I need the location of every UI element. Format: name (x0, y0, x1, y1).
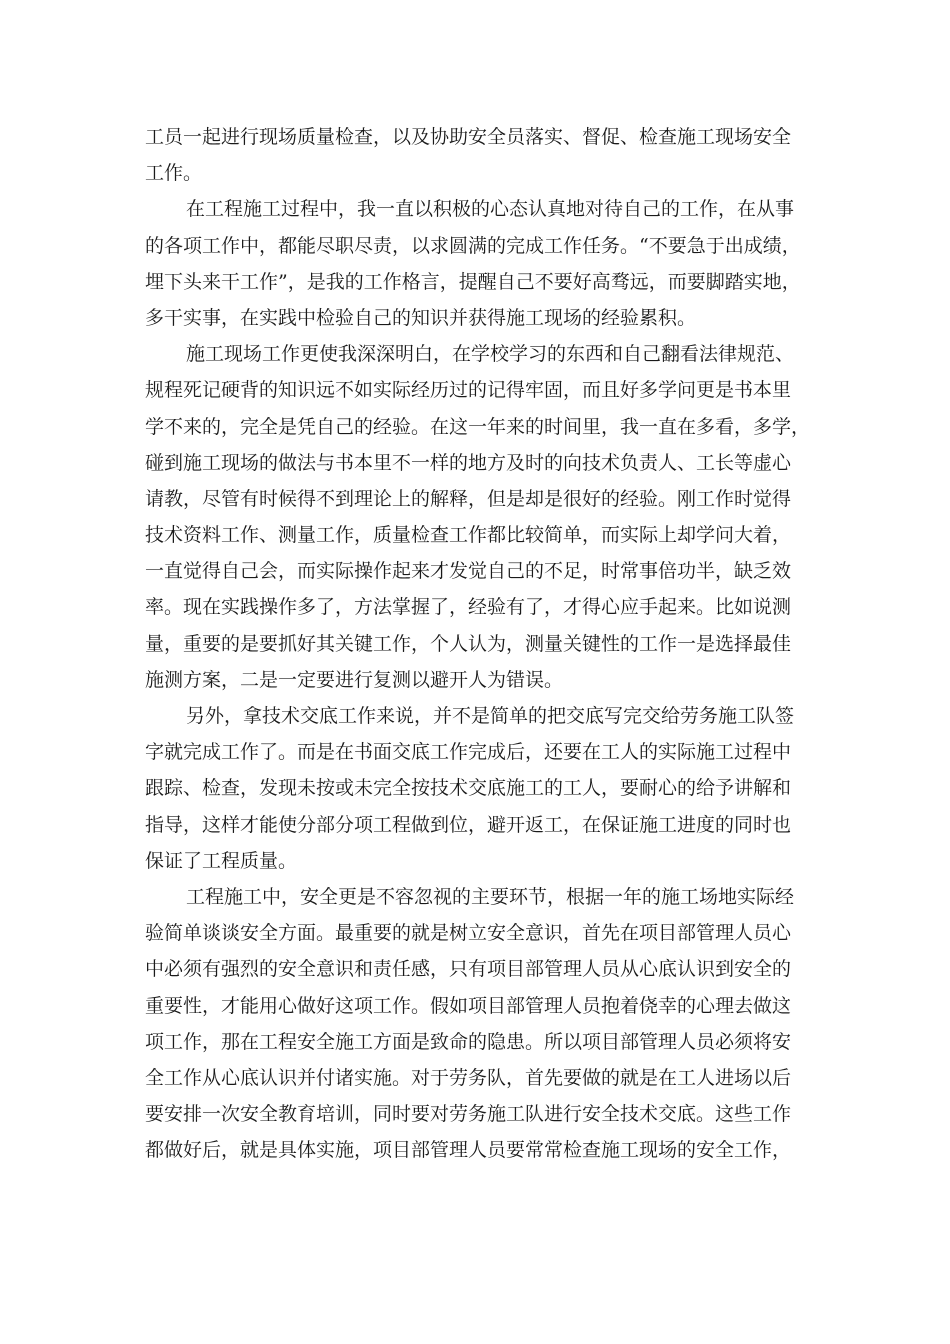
text-line: 工员一起进行现场质量检查，以及协助安全员落实、督促、检查施工现场安全 (145, 126, 792, 148)
text-line: 的各项工作中，都能尽职尽责，以求圆满的完成工作任务。“不要急于出成绩， (145, 234, 801, 257)
text-line: 量，重要的是要抓好其关键工作，个人认为，测量关键性的工作一是选择最佳 (145, 632, 792, 655)
text-line: 一直觉得自己会，而实际操作起来才发觉自己的不足，时常事倍功半，缺乏效 (145, 560, 792, 583)
text-line: 要安排一次安全教育培训，同时要对劳务施工队进行安全技术交底。这些工作 (145, 1103, 792, 1126)
text-line: 字就完成工作了。而是在书面交底工作完成后，还要在工人的实际施工过程中 (145, 741, 792, 764)
text-line: 验简单谈谈安全方面。最重要的就是树立安全意识，首先在项目部管理人员心 (145, 922, 792, 945)
text-line: 率。现在实践操作多了，方法掌握了，经验有了，才得心应手起来。比如说测 (145, 596, 792, 619)
text-line: 都做好后，就是具体实施，项目部管理人员要常常检查施工现场的安全工作， (145, 1139, 792, 1162)
paragraph-first-line: 另外，拿技术交底工作来说，并不是简单的把交底写完交给劳务施工队签 (186, 705, 795, 727)
text-line: 重要性，才能用心做好这项工作。假如项目部管理人员抱着侥幸的心理去做这 (145, 994, 792, 1017)
text-line: 指导，这样才能使分部分项工程做到位，避开返工，在保证施工进度的同时也 (145, 813, 792, 836)
paragraph-first-line: 施工现场工作更使我深深明白，在学校学习的东西和自己翻看法律规范、 (186, 343, 795, 366)
text-line: 学不来的，完全是凭自己的经验。在这一年来的时间里，我一直在多看，多学， (145, 415, 811, 438)
text-line: 保证了工程质量。 (145, 849, 298, 872)
paragraph-first-line: 在工程施工过程中，我一直以积极的心态认真地对待自己的工作，在从事 (186, 198, 795, 221)
text-line: 中必须有强烈的安全意识和责任感，只有项目部管理人员从心底认识到安全的 (145, 958, 792, 981)
paragraph-first-line: 工程施工中，安全更是不容忽视的主要环节，根据一年的施工场地实际经 (186, 885, 795, 908)
text-line: 碰到施工现场的做法与书本里不一样的地方及时的向技术负责人、工长等虚心 (145, 451, 792, 474)
text-line: 多干实事，在实践中检验自己的知识并获得施工现场的经验累积。 (145, 306, 697, 329)
text-line: 项工作，那在工程安全施工方面是致命的隐患。所以项目部管理人员必须将安 (145, 1030, 792, 1053)
text-line: 埋下头来干工作”，是我的工作格言，提醒自己不要好高骛远，而要脚踏实地， (145, 270, 801, 293)
text-line: 请教，尽管有时候得不到理论上的解释，但是却是很好的经验。刚工作时觉得 (145, 487, 792, 510)
text-line: 规程死记硬背的知识远不如实际经历过的记得牢固，而且好多学问更是书本里 (145, 379, 792, 402)
text-line: 跟踪、检查，发现未按或未完全按技术交底施工的工人，要耐心的给予讲解和 (145, 777, 792, 800)
body-text (145, 119, 810, 1168)
text-line: 工作。 (145, 162, 203, 185)
text-line: 施测方案，二是一定要进行复测以避开人为错误。 (145, 668, 564, 691)
text-line: 技术资料工作、测量工作，质量检查工作都比较简单，而实际上却学问大着， (145, 524, 792, 547)
text-line: 全工作从心底认识并付诸实施。对于劳务队，首先要做的就是在工人进场以后 (145, 1066, 792, 1089)
